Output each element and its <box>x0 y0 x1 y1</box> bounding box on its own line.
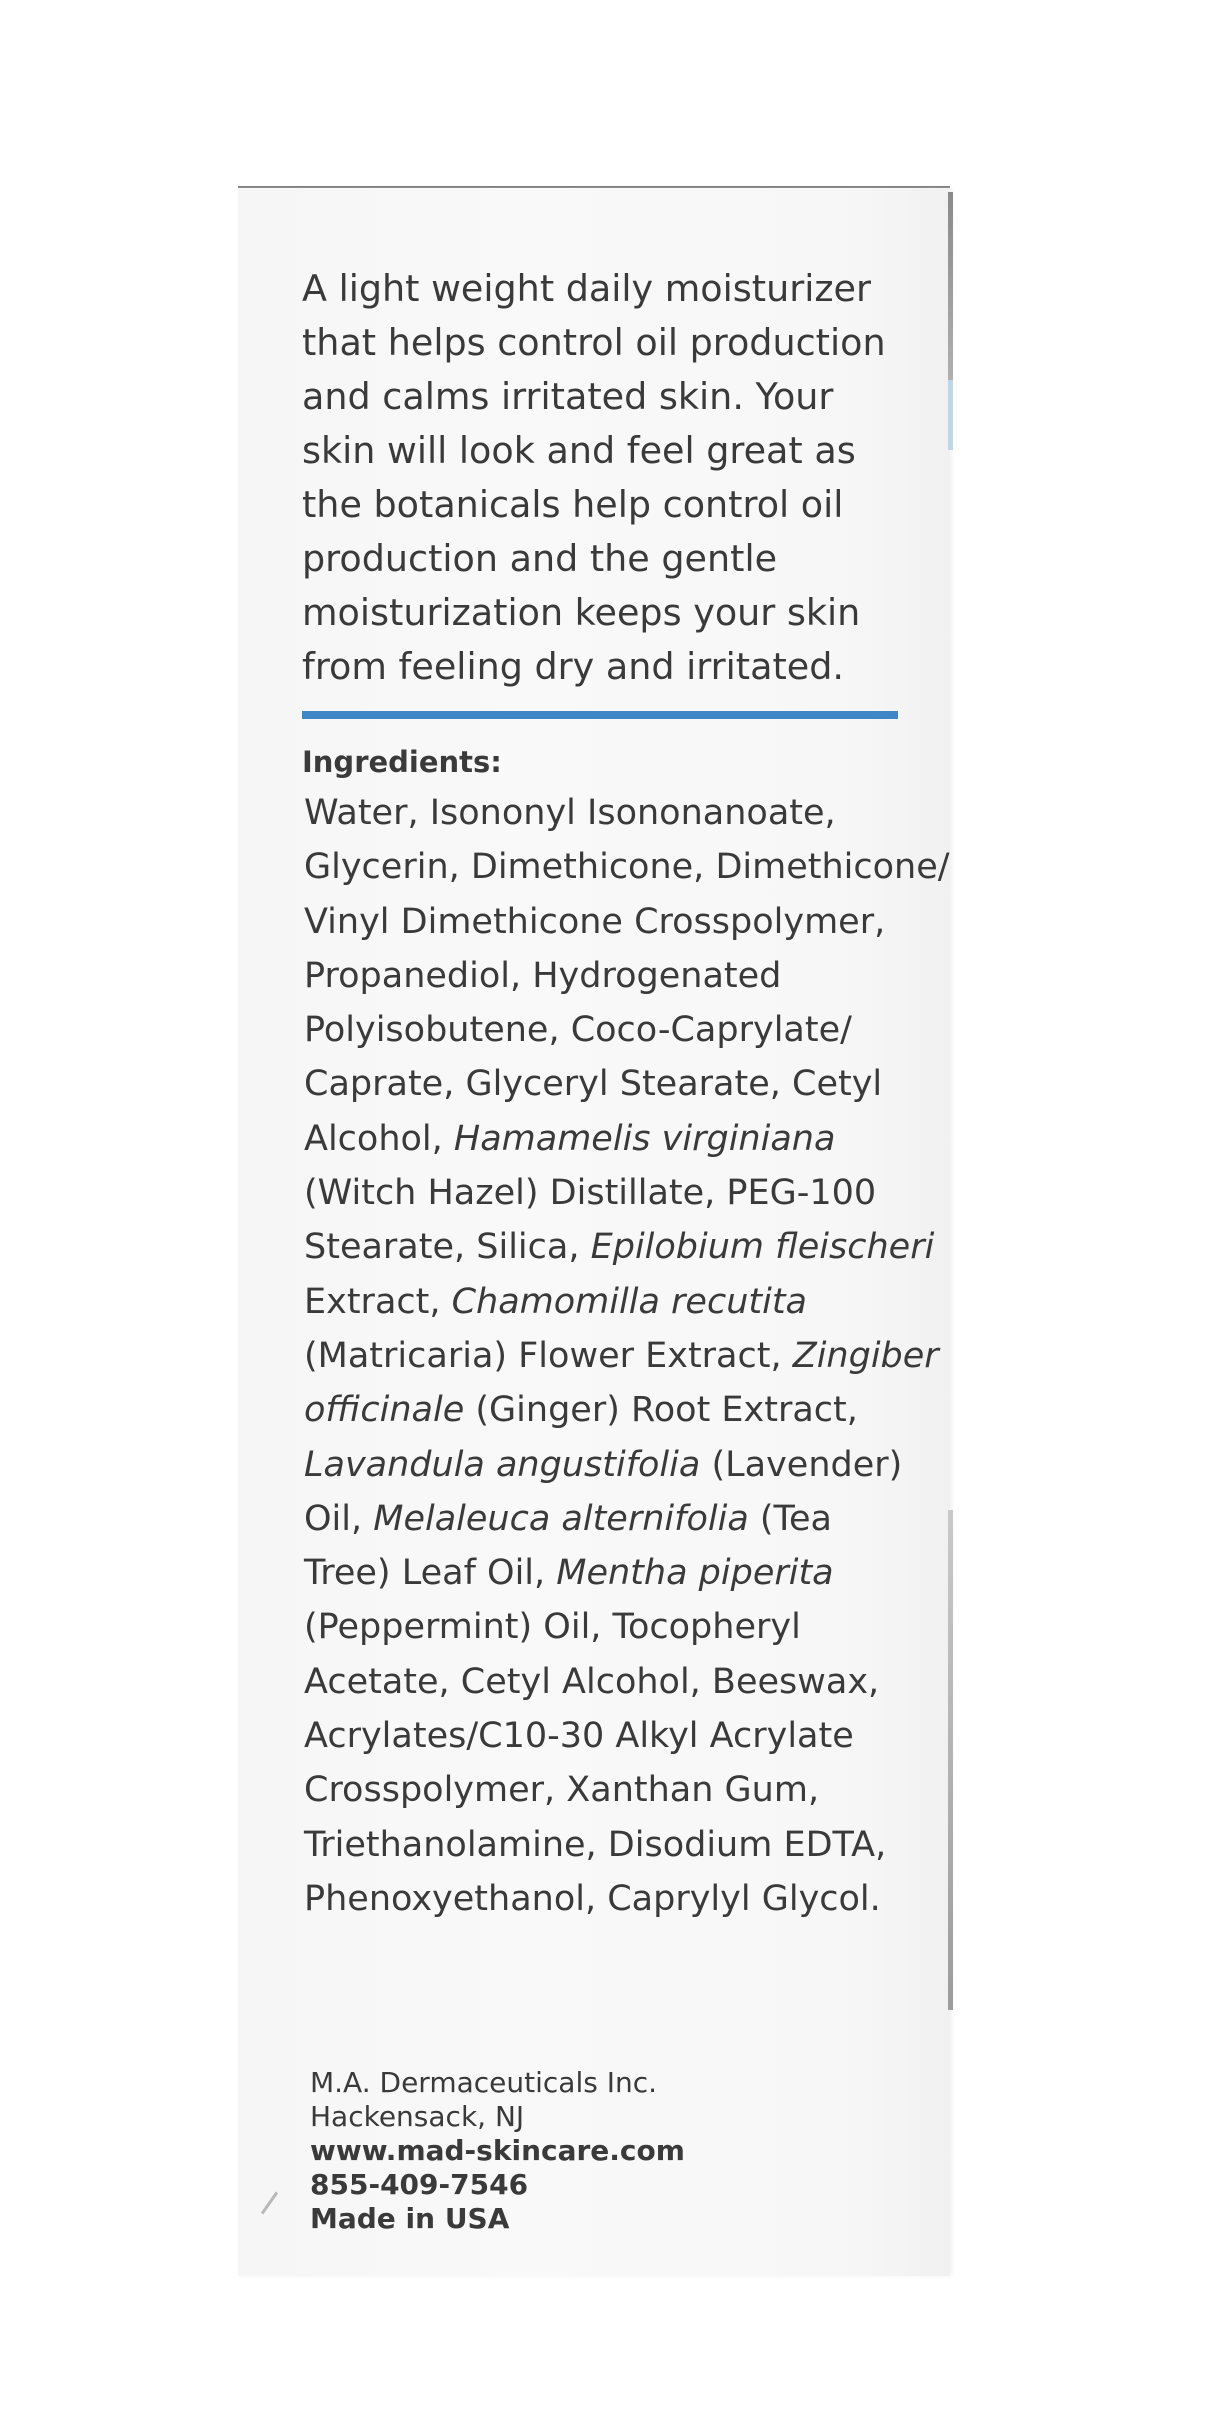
ingredient-text: Oil, <box>304 1498 374 1539</box>
botanical-name: Lavandula angustifolia <box>304 1444 701 1485</box>
botanical-name: Melaleuca alternifolia <box>373 1498 749 1539</box>
ingredient-line <box>304 786 944 840</box>
ingredient-text: Propanediol, Hydrogenated <box>304 955 782 996</box>
section-divider <box>302 711 898 719</box>
ingredients-heading: Ingredients: <box>302 745 502 779</box>
description-line: and calms irritated skin. Your <box>302 375 834 418</box>
description-line: the botanicals help control oil <box>302 483 844 526</box>
description-line: skin will look and feel great as <box>302 429 856 472</box>
ingredient-text: Phenoxyethanol, Caprylyl Glycol. <box>304 1878 881 1919</box>
ingredient-line <box>304 1872 944 1926</box>
ingredient-text: Triethanolamine, Disodium EDTA, <box>304 1824 887 1865</box>
ingredient-text: Alcohol, <box>304 1118 454 1159</box>
description-line: A light weight daily moisturizer <box>302 267 872 310</box>
description-line: that helps control oil production <box>302 321 886 364</box>
ingredient-line <box>304 949 944 1003</box>
ingredient-text: (Matricaria) Flower Extract, <box>304 1335 793 1376</box>
ingredient-text: Tree) Leaf Oil, <box>304 1553 557 1594</box>
ingredient-text: Glycerin, Dimethicone, Dimethicone/ <box>304 847 950 888</box>
ingredient-text: (Witch Hazel) Distillate, PEG-100 <box>304 1173 877 1214</box>
company-name: M.A. Dermaceuticals Inc. <box>310 2066 658 2099</box>
ingredient-text: (Ginger) Root Extract, <box>464 1390 858 1431</box>
ingredient-line <box>304 1220 944 1274</box>
ingredient-line <box>304 1546 944 1600</box>
ingredient-text: (Peppermint) Oil, Tocopheryl <box>304 1607 801 1648</box>
box-right-edge-shadow <box>948 1510 953 2010</box>
ingredient-line <box>304 1818 944 1872</box>
description-line: moisturization keeps your skin <box>302 591 861 634</box>
ingredient-line <box>304 1709 944 1763</box>
botanical-name: officinale <box>304 1390 465 1431</box>
ingredient-text: Water, Isononyl Isononanoate, <box>304 793 836 833</box>
ingredient-text: Extract, <box>304 1281 452 1322</box>
ingredient-text: (Tea <box>748 1498 832 1539</box>
ingredient-text: Crosspolymer, Xanthan Gum, <box>304 1770 820 1811</box>
ingredient-text: Polyisobutene, Coco-Caprylate/ <box>304 1010 852 1051</box>
ingredient-line <box>304 1438 944 1492</box>
ingredient-text: Caprate, Glyceryl Stearate, Cetyl <box>304 1064 883 1105</box>
description-line: production and the gentle <box>302 537 778 580</box>
description-line: from feeling dry and irritated. <box>302 645 845 688</box>
box-right-edge-accent <box>948 380 953 450</box>
ingredient-line <box>304 1383 944 1437</box>
ingredient-line <box>304 1003 944 1057</box>
botanical-name: Zingiber <box>792 1335 939 1376</box>
company-website: www.mad-skincare.com <box>310 2134 685 2167</box>
ingredients-list <box>304 786 950 1926</box>
company-phone: 855-409-7546 <box>310 2168 529 2201</box>
botanical-name: Epilobium fleischeri <box>590 1227 935 1268</box>
ingredient-text: (Lavender) <box>700 1444 903 1485</box>
ingredient-line <box>304 1057 944 1111</box>
ingredient-line <box>304 840 950 894</box>
ingredient-line <box>304 1492 944 1546</box>
ingredient-line <box>304 1112 944 1166</box>
origin-label: Made in USA <box>310 2202 510 2235</box>
ingredient-line <box>304 1763 944 1817</box>
ingredient-text: Acrylates/C10-30 Alkyl Acrylate <box>304 1716 854 1757</box>
ingredient-line <box>304 1600 944 1654</box>
ingredient-line <box>304 1275 944 1329</box>
company-info <box>310 2066 685 2236</box>
product-description <box>302 262 942 694</box>
ingredient-line <box>304 895 944 949</box>
botanical-name: Mentha piperita <box>556 1553 834 1594</box>
company-location: Hackensack, NJ <box>310 2100 525 2133</box>
botanical-name: Hamamelis virginiana <box>453 1118 836 1159</box>
ingredient-text: Acetate, Cetyl Alcohol, Beeswax, <box>304 1661 880 1702</box>
ingredient-line <box>304 1166 944 1220</box>
ingredient-line <box>304 1655 944 1709</box>
ingredient-text: Stearate, Silica, <box>304 1227 591 1268</box>
ingredient-line <box>304 1329 944 1383</box>
botanical-name: Chamomilla recutita <box>451 1281 807 1322</box>
ingredient-text: Vinyl Dimethicone Crosspolymer, <box>304 901 886 942</box>
